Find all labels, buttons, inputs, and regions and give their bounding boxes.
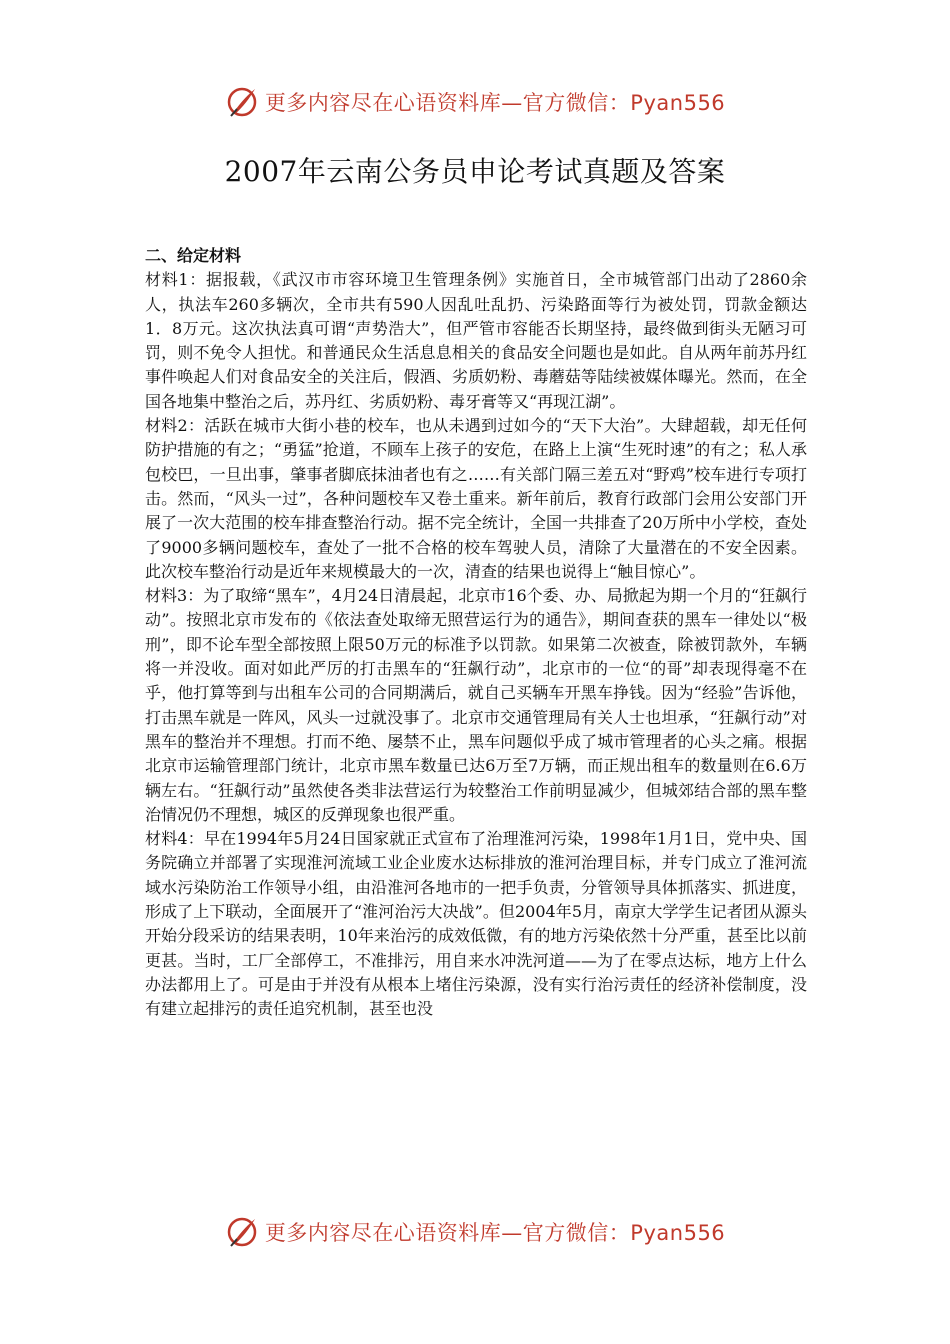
- header-banner-text: 更多内容尽在心语资料库—官方微信：Pyan556: [264, 91, 726, 115]
- document-body: [145, 244, 807, 1022]
- material-2-paragraph: 材料2：活跃在城市大街小巷的校车，也从未遇到过如今的“天下大治”。大肆超载，却无任何防护措施的有之；“勇猛”抢道，不顾车上孩子的安危，在路上上演“生死时速”的有之；私人承包校巴，一旦出事，肇事者脚底抹油者也有之……有关部门隔三差五对“野鸡”校车进行专项打击。然而，“风头一过”，各种问题校车又卷土重来。新年前后，教育行政部门会用公安部门开展了一次大范围的校车排查整治行动。据不完全统计，全国一共排查了20万所中小学校，查处了9000多辆问题校车，查处了一批不合格的校车驾驶人员，清除了大量潜在的不安全因素。此次校车整治行动是近年来规模最大的一次，清查的结果也说得上“触目惊心”。: [145, 416, 807, 581]
- material-1-paragraph: 材料1：据报载，《武汉市市容环境卫生管理条例》实施首日，全市城管部门出动了2860余人，执法车260多辆次，全市共有590人因乱吐乱扔、污染路面等行为被处罚，罚款金额达1．8万元。这次执法真可谓“声势浩大”，但严管市容能否长期坚持，最终做到街头无陋习可罚，则不免令人担忧。和普通民众生活息息相关的食品安全问题也是如此。自从两年前苏丹红事件唤起人们对食品安全的关注后，假酒、劣质奶粉、毒蘑菇等陆续被媒体曝光。然而，在全国各地集中整治之后，苏丹红、劣质奶粉、毒牙膏等又“再现江湖”。: [145, 270, 807, 411]
- header-banner: [0, 82, 950, 122]
- material-4-paragraph: 材料4：早在1994年5月24日国家就正式宣布了治理淮河污染，1998年1月1日，党中央、国务院确立并部署了实现淮河流域工业企业废水达标排放的淮河治理目标，并专门成立了淮河流域水污染防治工作领导小组，由沿淮河各地市的一把手负责，分管领导具体抓落实、抓进度，形成了上下联动，全面展开了“淮河治污大决战”。但2004年5月，南京大学学生记者团从源头开始分段采访的结果表明，10年来治污的成效低微，有的地方污染依然十分严重，甚至比以前更甚。当时，工厂全部停工，不准排污，用自来水冲洗河道——为了在零点达标，地方上什么办法都用上了。可是由于并没有从根本上堵住污染源，没有实行治污责任的经济补偿制度，没有建立起排污的责任追究机制，甚至也没: [145, 829, 807, 1019]
- quill-logo-icon: [225, 1215, 259, 1249]
- footer-banner-text: 更多内容尽在心语资料库—官方微信：Pyan556: [264, 1221, 726, 1245]
- footer-banner: [0, 1212, 950, 1252]
- quill-logo-icon: [225, 85, 259, 119]
- document-title: 2007年云南公务员申论考试真题及答案: [224, 155, 726, 188]
- section-heading: 二、给定材料: [145, 246, 242, 265]
- material-3-paragraph: 材料3：为了取缔“黑车”，4月24日清晨起，北京市16个委、办、局掀起为期一个月的“狂飙行动”。按照北京市发布的《依法查处取缔无照营运行为的通告》，期间查获的黑车一律处以“极刑”，即不论车型全部按照上限50万元的标准予以罚款。如果第二次被查，除被罚款外，车辆将一并没收。面对如此严厉的打击黑车的“狂飙行动”，北京市的一位“的哥”却表现得毫不在乎，他打算等到与出租车公司的合同期满后，就自己买辆车开黑车挣钱。因为“经验”告诉他，打击黑车就是一阵风，风头一过就没事了。北京市交通管理局有关人士也坦承，“狂飙行动”对黑车的整治并不理想。打而不绝、屡禁不止，黑车问题似乎成了城市管理者的心头之痛。根据北京市运输管理部门统计，北京市黑车数量已达6万至7万辆，而正规出租车的数量则在6.6万辆左右。“狂飙行动”虽然使各类非法营运行为较整治工作前明显减少，但城郊结合部的黑车整治情况仍不理想，城区的反弹现象也很严重。: [145, 586, 807, 824]
